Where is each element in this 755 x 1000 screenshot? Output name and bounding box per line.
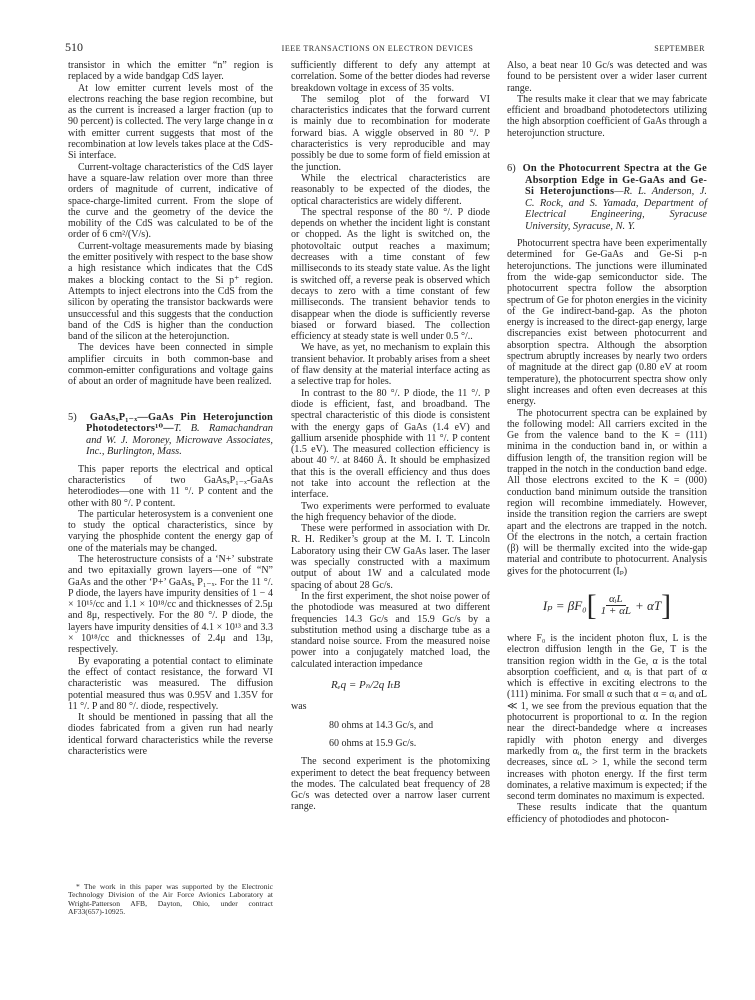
bracket-close: ] — [661, 588, 672, 622]
section-title: On the Photocurrent Spectra at the Ge Absorption Edge in Ge-GaAs and Ge-Si Heterojunctions — [522, 163, 707, 198]
paragraph: Photocurrent spectra have been experimentally determined for Ge-GaAs and Ge-Si p-n heterojunctions. The junctions were illuminated from the wide-gap semiconductor side. The photocurrent spectra follow the absorption spectrum of Ge for photon energies in the vicinity of the Ge indirect-band-gap. As the photon energy is increased to the direct-gap energy, large discrepancies exist between photocurrent and absorption spectra. Although the absorption spectrum abruptly increases by nearly two orders of magnitude at the direct gap (0.80 eV at room temperature), the photocurrent spectra show only slight increases and often even decreases at this energy. — [507, 238, 707, 408]
paragraph: The devices have been connected in simple amplifier circuits in both common-base and common-emitter configurations and voltage gains of about an order of magnitude have been realized. — [68, 342, 273, 388]
paragraph: The particular heterosystem is a convenient one to study the optical characteristics, since by varying the phosphide content the energy gap of one of the materials may be changed. — [68, 508, 273, 554]
paragraph: In contrast to the 80 °/. P diode, the 11 °/. P diode is efficient, fast, and broadband. The spectral characteristic of this diode is consistent with the energy gaps of GaAs (1.4 eV) and gallium arsenide phosphide with 11 °/. P content (1.5 eV). The measured collection efficiency is about 40 °/. at 8460 Å. It should be emphasized that this is the overall efficiency and thus does not take into account the reflection at the interface. — [291, 387, 490, 501]
paragraph: While the electrical characteristics are reasonably to be expected of the diodes, the optical characteristics are widely different. — [291, 172, 490, 207]
bracket-open: [ — [586, 588, 597, 622]
section-title: GaAsₓP₁₋ₓ—GaAs Pin Heterojunction Photodetectors¹⁰— — [86, 411, 273, 435]
paragraph: These results indicate that the quantum efficiency of photodiodes and photocon- — [507, 802, 707, 825]
paragraph: was — [291, 701, 307, 713]
section-number: 6) — [507, 163, 516, 175]
result-line: 80 ohms at 14.3 Gc/s, and — [329, 719, 434, 731]
paragraph: The heterostructure consists of a ‘N+’ substrate and two epitaxially grown layers—one of “N” GaAs and the other ‘P+’ GaAsₓ P₁₋ₓ. For the 11 °/. P diode, the layers have impurity densities of 1 − 4 × 10¹⁵/cc and 1.1 × 10¹⁸/cc and thicknesses of 2.5μ and 8μ, respectively. For the 80 °/. P diode, the layers have impurity densities of 4.1 × 10¹³ and 3.3 × 10¹⁸/cc and thicknesses of 2.4μ and 13μ, respectively. — [68, 553, 273, 656]
footnote-text: * The work in this paper was supported by the Electronic Technology Division of the Air Force Avionics Laboratory at Wright-Patterson AFB, Dayton, Ohio, under contract AF33(657)-10925. — [68, 882, 273, 917]
section-authors: T. B. Ramachandran and W. J. Moroney, Microwave Associates, Inc., Burlington, Mass. — [86, 423, 273, 458]
paragraph: These were performed in association with Dr. R. H. Rediker’s group at the M. I. T. Lincoln Laboratory using their CW GaAs laser. The laser was specially constructed with a maximum output of about 1W and a calculated mode spacing of about 28 Gc/s. — [291, 523, 490, 591]
page-number: 510 — [65, 40, 83, 54]
paragraph: Current-voltage characteristics of the CdS layer have a square-law relation over more than three orders of magnitude of current, indicative of space-charge-limited current. From the slope of the curve and the geometry of the device the mobility of the CdS was calculated to be of the order of 6 cm²/(V/s). — [68, 161, 273, 241]
paragraph: The photocurrent spectra can be explained by the following model: All carriers excited in the Ge from the valence band to the K = (111) minima in the conduction band in, or within a diffusion length of, the transition region will be trapped in the notch in the conduction band edge. All those electrons excited to the K = (000) conduction band minimum outside the transition region will recombine immediately. However, inside the transition region the carriers are swept apart and the electrons are trapped in the notch. Of the electrons in the notch, a certain fraction (β) will be thermally excited into the wide-gap material and contribute to photocurrent. Analysis gives for the photocurrent (Iₚ) — [507, 407, 707, 577]
section-heading-5 — [68, 412, 273, 458]
paragraph: Current-voltage measurements made by biasing the emitter positively with respect to the base show a high resistance which indicates that the CdS makes a blocking contact to the Si p⁺ region. Attempts to inject electrons into the CdS from the silicon by operating the transistor backwards were unsuccessful and this suggests that the conduction band of the CdS is higher than the conduction band of the silicon at the heterojunction. — [68, 240, 273, 343]
section-number: 5) — [68, 411, 77, 423]
issue-month: SEPTEMBER — [654, 44, 705, 53]
paragraph: Also, a beat near 10 Gc/s was detected and was found to be persistent over a wider laser current range. — [507, 60, 707, 94]
paragraph: sufficiently different to defy any attempt at correlation. Some of the better diodes had reverse breakdown voltage in excess of 35 volts. — [291, 60, 490, 94]
paragraph: This paper reports the electrical and optical characteristics of two GaAsₓP₁₋ₓ-GaAs heterodiodes—one with 11 °/. P content and the other with 80 °/. P content. — [68, 463, 273, 509]
paragraph: The spectral response of the 80 °/. P diode depends on whether the incident light is constant or chopped. As the light is switched on, the photovoltaic output reaches a maximum; decreases with a time constant of few milliseconds to its steady state value. As the light is switched off, a reverse peak is observed which decays to zero with a time constant of few milliseconds. The transient behavior tends to disappear when the diode is sufficiently reverse biased or forward biased. The collection efficiency at steady state is well under 0.5 °/.. — [291, 206, 490, 343]
column-right — [507, 60, 707, 825]
paragraph: transistor in which the emitter “n” region is replaced by a wide bandgap CdS layer. — [68, 60, 273, 83]
paragraph: The results make it clear that we may fabricate efficient and broadband photodetectors utilizing the high absorption coefficient of GaAs through a heterojunction structure. — [507, 93, 707, 139]
paragraph: By evaporating a potential contact to eliminate the effect of contact resistance, the forward VI characteristic was measured. The diffusion potential measured thus was 0.95V and 1.35V for 11 °/. P and 80 °/. diode, respectively. — [68, 655, 273, 712]
paragraph: It should be mentioned in passing that all the diodes fabricated from a given run had nearly identical forward characteristics while the reverse characteristics were — [68, 712, 273, 758]
footnote — [68, 883, 273, 917]
section-authors: —R. L. Anderson, J. C. Rock, and S. Yamada, Department of Electrical Engineering, Syracuse University, Syracuse, N. Y. — [525, 186, 707, 232]
paragraph: Two experiments were performed to evaluate the high frequency behavior of the diode. — [291, 500, 490, 523]
paragraph: The second experiment is the photomixing experiment to detect the beat frequency between the modes. The calculated beat frequency of 28 Gc/s was detected over a narrow laser current range. — [291, 756, 490, 813]
equation-lhs: Iₚ = βF₀ — [542, 598, 587, 614]
equation-tail: + αT — [635, 598, 662, 614]
column-middle — [291, 60, 490, 813]
column-left — [68, 60, 273, 757]
paragraph: In the first experiment, the shot noise power of the photodiode was measured at two different frequencies 14.3 Gc/s and 15.9 Gc/s by a substitution method using a discharge tube as a standard noise source. From the measured noise power into a conjugately matched load, the calculated interaction impedance — [291, 590, 490, 670]
equation-photocurrent — [507, 588, 707, 622]
section-heading-6 — [507, 163, 707, 232]
paragraph: where F₀ is the incident photon flux, L is the electron diffusion length in the Ge, T is the transition region width in the Ge, α is the total absorption coefficient, and αᵢ is that part of α which is effective in exciting electrons to the (111) minima. For small α such that α = αᵢ and αL ≪ 1, we see from the previous equation that the photocurrent is proportional to α. In the region near the direct-bandedge where α increases rapidly with photon energy and diverges markedly from αᵢ, the first term in the brackets decreases, since αL > 1, while the second term increases with photon energy. If the first term dominates, a relative maximum is expected; if the second term dominates no maximum is expected. — [507, 632, 707, 803]
paragraph: We have, as yet, no mechanism to explain this transient behavior. It probably arises from a sheet of flaw density at the material interface acting as a selective trap for holes. — [291, 342, 490, 388]
journal-title: IEEE TRANSACTIONS ON ELECTRON DEVICES — [281, 44, 474, 53]
fraction — [601, 594, 631, 618]
numerator: αᵢL — [606, 594, 626, 606]
denominator: 1 + αL — [600, 605, 631, 618]
paragraph: The semilog plot of the forward VI characteristics indicates that the forward current is mainly due to recombination for moderate forward bias. A wiggle observed in 80 °/. P characteristics is very reproducible and may possibly be due to some form of field emission at the junction. — [291, 93, 490, 173]
equation-impedance: Rₑq = Pₙ/2q IₜB — [331, 679, 401, 692]
result-line: 60 ohms at 15.9 Gc/s. — [329, 737, 417, 749]
paragraph: At low emitter current levels most of the electrons reaching the base region recombine, but as the current is increased a larger fraction (up to 90 percent) is collected. The very large change in α with emitter current suggests that most of the recombination at low levels takes place at the CdS-Si interface. — [68, 82, 273, 162]
